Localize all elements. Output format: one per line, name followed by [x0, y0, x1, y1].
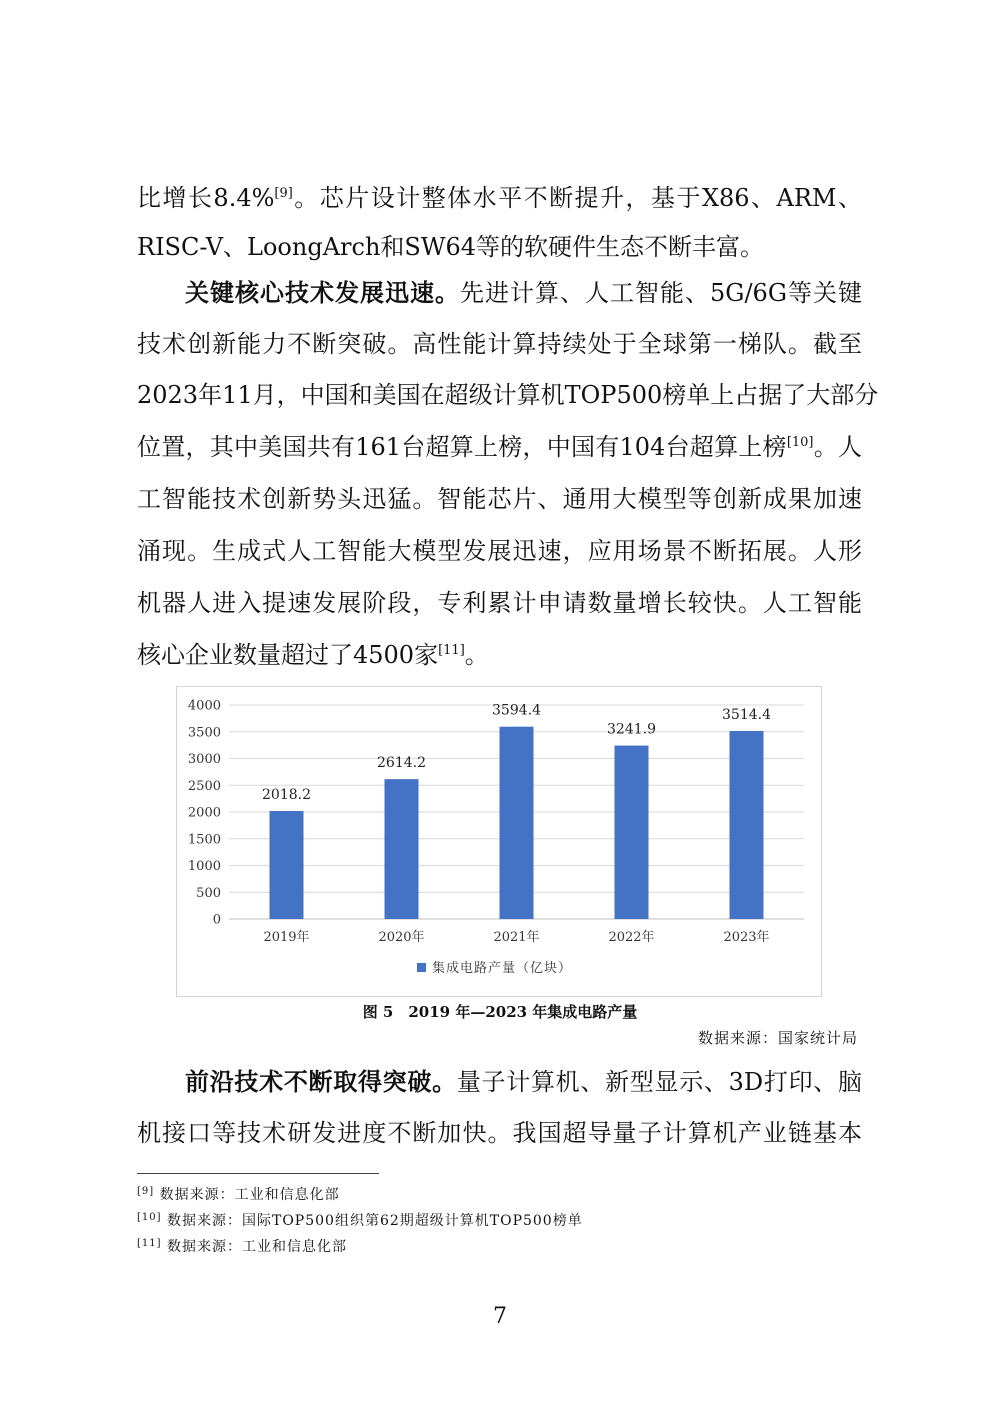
y-tick-label: 2500 — [187, 778, 221, 794]
x-tick-label: 2019年 — [263, 930, 310, 945]
footnote-9 — [137, 1185, 340, 1205]
bar — [270, 811, 304, 919]
y-tick-label: 1000 — [187, 859, 221, 874]
footnote-11 — [137, 1237, 347, 1257]
footnote-ref-9[interactable]: [9] — [274, 186, 293, 201]
y-tick-label: 0 — [212, 912, 221, 928]
bar-value-label: 2614.2 — [377, 755, 426, 772]
paragraph-2-line-8 — [137, 630, 862, 680]
bar — [500, 727, 534, 919]
paragraph-3-line-1 — [185, 1057, 862, 1107]
bar-value-label: 2018.2 — [262, 787, 311, 804]
paragraph-1-line-1 — [137, 173, 862, 223]
bar-value-label: 3241.9 — [607, 721, 656, 738]
paragraph-2-line-7: 机器人进入提速发展阶段，专利累计申请数量增长较快。人工智能 — [137, 589, 862, 617]
x-tick-label: 2021年 — [493, 930, 540, 945]
page-number: 7 — [493, 1304, 507, 1329]
bar-chart — [177, 687, 821, 996]
footnote-marker: [9] — [137, 1186, 155, 1197]
y-tick-label: 3000 — [187, 752, 221, 767]
figure-caption: 图 5 2019 年—2023 年集成电路产量 — [362, 1003, 638, 1021]
paragraph-2-line-5: 工智能技术创新势头迅猛。智能芯片、通用大模型等创新成果加速 — [137, 485, 862, 513]
x-tick-label: 2022年 — [608, 930, 655, 945]
text-run: 量子计算机、新型显示、3D打印、脑 — [456, 1068, 863, 1096]
paragraph-3-lead: 前沿技术不断取得突破。 — [185, 1067, 457, 1096]
paragraph-2-line-1 — [185, 268, 862, 318]
bar-value-label: 3594.4 — [492, 702, 541, 719]
bar — [730, 731, 764, 919]
x-tick-label: 2020年 — [378, 930, 425, 945]
text-run: 先进计算、人工智能、5G/6G等关键 — [460, 279, 863, 307]
legend-swatch — [417, 963, 426, 972]
paragraph-3-line-2: 机接口等技术研发进度不断加快。我国超导量子计算机产业链基本 — [137, 1119, 862, 1147]
y-tick-label: 1500 — [187, 832, 221, 848]
paragraph-2-line-2: 技术创新能力不断突破。高性能计算持续处于全球第一梯队。截至 — [137, 330, 862, 358]
bar-value-label: 3514.4 — [722, 706, 771, 723]
footnote-ref-10[interactable]: [10] — [786, 435, 814, 450]
footnote-10 — [137, 1211, 583, 1231]
footnote-ref-11[interactable]: [11] — [438, 643, 465, 658]
y-tick-label: 500 — [196, 885, 221, 901]
bar — [385, 779, 419, 919]
figure-source: 数据来源：国家统计局 — [697, 1029, 858, 1047]
footnote-text: 数据来源：工业和信息化部 — [166, 1239, 347, 1255]
footnote-text: 数据来源：工业和信息化部 — [159, 1187, 340, 1203]
footnote-marker: [11] — [137, 1238, 162, 1249]
footnote-separator — [137, 1173, 379, 1174]
paragraph-2-line-4 — [137, 422, 862, 472]
paragraph-2-line-6: 涌现。生成式人工智能大模型发展迅速，应用场景不断拓展。人形 — [137, 537, 862, 565]
y-tick-label: 4000 — [187, 698, 221, 714]
paragraph-2-lead: 关键核心技术发展迅速。 — [185, 278, 461, 307]
paragraph-2-line-3: 2023年11月，中国和美国在超级计算机TOP500榜单上占据了大部分 — [137, 381, 879, 409]
text-run: 比增长8.4% — [137, 184, 275, 212]
footnote-text: 数据来源：国际TOP500组织第62期超级计算机TOP500榜单 — [166, 1213, 583, 1229]
text-run: 。芯片设计整体水平不断提升，基于X86、ARM、 — [292, 184, 862, 212]
paragraph-1-line-2: RISC-V、LoongArch和SW64等的软硬件生态不断丰富。 — [137, 233, 765, 261]
text-run: 。人 — [813, 433, 862, 461]
text-run: 核心企业数量超过了4500家 — [137, 641, 439, 669]
bar — [615, 746, 649, 919]
text-run: 位置，其中美国共有161台超算上榜，中国有104台超算上榜 — [137, 433, 787, 461]
legend-label: 集成电路产量（亿块） — [432, 961, 573, 976]
x-tick-label: 2023年 — [723, 930, 770, 945]
text-run: 。 — [464, 641, 489, 669]
footnote-marker: [10] — [137, 1212, 162, 1223]
y-tick-label: 2000 — [187, 805, 221, 821]
bar-chart-container — [176, 686, 822, 997]
y-tick-label: 3500 — [187, 725, 221, 741]
